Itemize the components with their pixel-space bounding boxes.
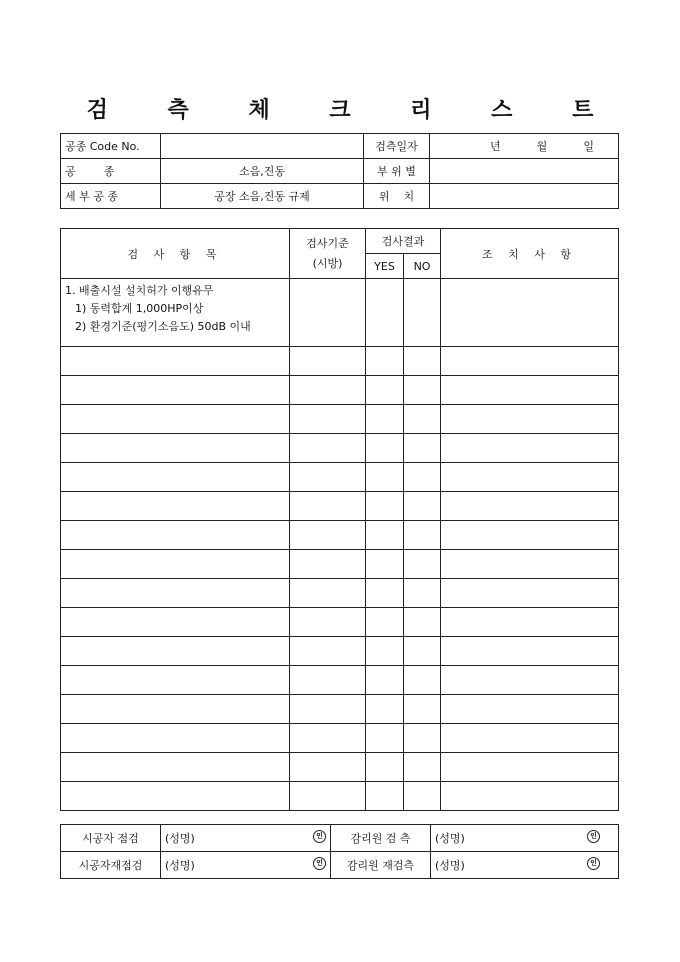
- action-cell[interactable]: [441, 637, 619, 666]
- yes-cell[interactable]: [366, 492, 404, 521]
- no-cell[interactable]: [404, 753, 441, 782]
- supervisor-inspect-sign[interactable]: [431, 825, 619, 852]
- yes-header: YES: [366, 254, 404, 279]
- trade-label: 공 종: [61, 159, 161, 184]
- year-label: 년: [490, 140, 501, 153]
- no-cell[interactable]: [404, 279, 441, 347]
- supervisor-inspect-label: 감리원 검 측: [331, 825, 431, 852]
- contractor-inspect-label: 시공자 점검: [61, 825, 161, 852]
- action-cell[interactable]: [441, 279, 619, 347]
- yes-cell[interactable]: [366, 550, 404, 579]
- location-label: 위 치: [364, 184, 430, 209]
- check-item-1-line3: 2) 환경기준(평기소음도) 50dB 이내: [75, 320, 251, 333]
- seal-icon: 인: [587, 830, 600, 843]
- check-item-1-line2: 1) 동력합계 1,000HP이상: [75, 302, 204, 315]
- standard-cell[interactable]: [290, 695, 366, 724]
- table-row: [61, 724, 619, 753]
- standard-cell[interactable]: [290, 434, 366, 463]
- table-row: [61, 434, 619, 463]
- no-cell[interactable]: [404, 666, 441, 695]
- action-cell[interactable]: [441, 724, 619, 753]
- table-row: [61, 376, 619, 405]
- table-row: [61, 695, 619, 724]
- check-item-1-line1: 1. 배출시설 설치허가 이행유무: [65, 284, 214, 297]
- standard-cell[interactable]: [290, 376, 366, 405]
- inspection-date-label: 검측일자: [364, 134, 430, 159]
- check-item-1: [61, 279, 290, 347]
- table-row: [61, 347, 619, 376]
- item-cell[interactable]: [61, 608, 290, 637]
- location-value[interactable]: [430, 184, 619, 209]
- yes-cell[interactable]: [366, 405, 404, 434]
- action-cell[interactable]: [441, 492, 619, 521]
- day-label: 일: [583, 140, 594, 153]
- info-row-trade: [61, 159, 619, 184]
- yes-cell[interactable]: [366, 782, 404, 811]
- item-cell[interactable]: [61, 637, 290, 666]
- subtrade-label: 세 부 공 종: [61, 184, 161, 209]
- action-cell[interactable]: [441, 550, 619, 579]
- action-cell[interactable]: [441, 666, 619, 695]
- no-cell[interactable]: [404, 492, 441, 521]
- table-row: [61, 637, 619, 666]
- no-cell[interactable]: [404, 579, 441, 608]
- standard-cell[interactable]: [290, 637, 366, 666]
- seal-icon: 인: [313, 830, 326, 843]
- item-cell[interactable]: [61, 405, 290, 434]
- supervisor-inspect-name: (성명): [435, 832, 465, 845]
- signature-row-1: [61, 825, 619, 852]
- action-cell[interactable]: [441, 347, 619, 376]
- table-row: [61, 463, 619, 492]
- empty-rows: [61, 347, 619, 811]
- yes-cell[interactable]: [366, 463, 404, 492]
- item-cell[interactable]: [61, 376, 290, 405]
- item-cell[interactable]: [61, 579, 290, 608]
- contractor-reinspect-sign[interactable]: [161, 852, 331, 879]
- contractor-reinspect-name: (성명): [165, 859, 195, 872]
- item-cell[interactable]: [61, 782, 290, 811]
- no-cell[interactable]: [404, 782, 441, 811]
- part-value[interactable]: [430, 159, 619, 184]
- standard-cell[interactable]: [290, 347, 366, 376]
- standard-cell[interactable]: [290, 405, 366, 434]
- table-row: [61, 521, 619, 550]
- item-cell[interactable]: [61, 434, 290, 463]
- action-cell[interactable]: [441, 434, 619, 463]
- standard-cell[interactable]: [290, 753, 366, 782]
- contractor-inspect-sign[interactable]: [161, 825, 331, 852]
- yes-cell[interactable]: [366, 608, 404, 637]
- no-cell[interactable]: [404, 637, 441, 666]
- supervisor-reinspect-label: 감리원 재검측: [331, 852, 431, 879]
- signature-row-2: [61, 852, 619, 879]
- action-header: 조 치 사 항: [441, 229, 619, 279]
- yes-cell[interactable]: [366, 753, 404, 782]
- no-header: NO: [404, 254, 441, 279]
- yes-cell[interactable]: [366, 579, 404, 608]
- checklist-table: [60, 228, 619, 811]
- standard-cell[interactable]: [290, 492, 366, 521]
- month-label: 월: [536, 140, 548, 153]
- info-table: [60, 133, 619, 209]
- standard-cell[interactable]: [290, 724, 366, 753]
- standard-cell[interactable]: [290, 608, 366, 637]
- table-row: [61, 579, 619, 608]
- page-title: 검 측 체 크 리 스 트: [86, 97, 620, 123]
- item-cell[interactable]: [61, 463, 290, 492]
- standard-cell[interactable]: [290, 463, 366, 492]
- item-cell[interactable]: [61, 550, 290, 579]
- table-row: [61, 608, 619, 637]
- action-cell[interactable]: [441, 405, 619, 434]
- standard-cell[interactable]: [290, 550, 366, 579]
- action-cell[interactable]: [441, 521, 619, 550]
- no-cell[interactable]: [404, 463, 441, 492]
- supervisor-reinspect-name: (성명): [435, 859, 465, 872]
- table-row: [61, 753, 619, 782]
- standard-cell[interactable]: [290, 782, 366, 811]
- yes-cell[interactable]: [366, 521, 404, 550]
- item-cell[interactable]: [61, 724, 290, 753]
- no-cell[interactable]: [404, 695, 441, 724]
- yes-cell[interactable]: [366, 637, 404, 666]
- standard-header-line1: 검사기준: [306, 236, 349, 250]
- action-cell[interactable]: [441, 753, 619, 782]
- info-row-code: [61, 134, 619, 159]
- seal-icon: 인: [587, 857, 600, 870]
- yes-cell[interactable]: [366, 695, 404, 724]
- no-cell[interactable]: [404, 376, 441, 405]
- action-cell[interactable]: [441, 579, 619, 608]
- action-cell[interactable]: [441, 376, 619, 405]
- yes-cell[interactable]: [366, 666, 404, 695]
- yes-cell[interactable]: [366, 279, 404, 347]
- code-value[interactable]: [161, 134, 364, 159]
- table-row: [61, 666, 619, 695]
- yes-cell[interactable]: [366, 347, 404, 376]
- no-cell[interactable]: [404, 550, 441, 579]
- item-cell[interactable]: [61, 347, 290, 376]
- subtrade-value[interactable]: 공장 소음,진동 규제: [161, 184, 364, 209]
- no-cell[interactable]: [404, 434, 441, 463]
- contractor-reinspect-label: 시공자재점검: [61, 852, 161, 879]
- item-header: 검 사 항 목: [61, 229, 290, 279]
- item-cell[interactable]: [61, 492, 290, 521]
- action-cell[interactable]: [441, 782, 619, 811]
- info-row-subtrade: [61, 184, 619, 209]
- part-label: 부 위 별: [364, 159, 430, 184]
- item-cell[interactable]: [61, 521, 290, 550]
- item-cell[interactable]: [61, 695, 290, 724]
- standard-cell[interactable]: [290, 579, 366, 608]
- table-row: [61, 550, 619, 579]
- action-cell[interactable]: [441, 463, 619, 492]
- standard-cell[interactable]: [290, 666, 366, 695]
- item-cell[interactable]: [61, 753, 290, 782]
- standard-header: [290, 229, 366, 279]
- contractor-inspect-name: (성명): [165, 832, 195, 845]
- standard-cell[interactable]: [290, 279, 366, 347]
- item-cell[interactable]: [61, 666, 290, 695]
- action-cell[interactable]: [441, 695, 619, 724]
- yes-cell[interactable]: [366, 434, 404, 463]
- table-row: [61, 782, 619, 811]
- no-cell[interactable]: [404, 521, 441, 550]
- standard-header-line2: (시방): [312, 256, 343, 270]
- no-cell[interactable]: [404, 724, 441, 753]
- table-row: [61, 492, 619, 521]
- checklist-header-row: [61, 229, 619, 254]
- signature-table: [60, 824, 619, 879]
- table-row: [61, 279, 619, 347]
- standard-cell[interactable]: [290, 521, 366, 550]
- yes-cell[interactable]: [366, 724, 404, 753]
- result-header: 검사결과: [366, 229, 441, 254]
- yes-cell[interactable]: [366, 376, 404, 405]
- no-cell[interactable]: [404, 608, 441, 637]
- inspection-date-value[interactable]: [430, 134, 619, 159]
- supervisor-reinspect-sign[interactable]: [431, 852, 619, 879]
- code-label: 공종 Code No.: [61, 134, 161, 159]
- trade-value[interactable]: 소음,진동: [161, 159, 364, 184]
- action-cell[interactable]: [441, 608, 619, 637]
- no-cell[interactable]: [404, 347, 441, 376]
- no-cell[interactable]: [404, 405, 441, 434]
- table-row: [61, 405, 619, 434]
- seal-icon: 인: [313, 857, 326, 870]
